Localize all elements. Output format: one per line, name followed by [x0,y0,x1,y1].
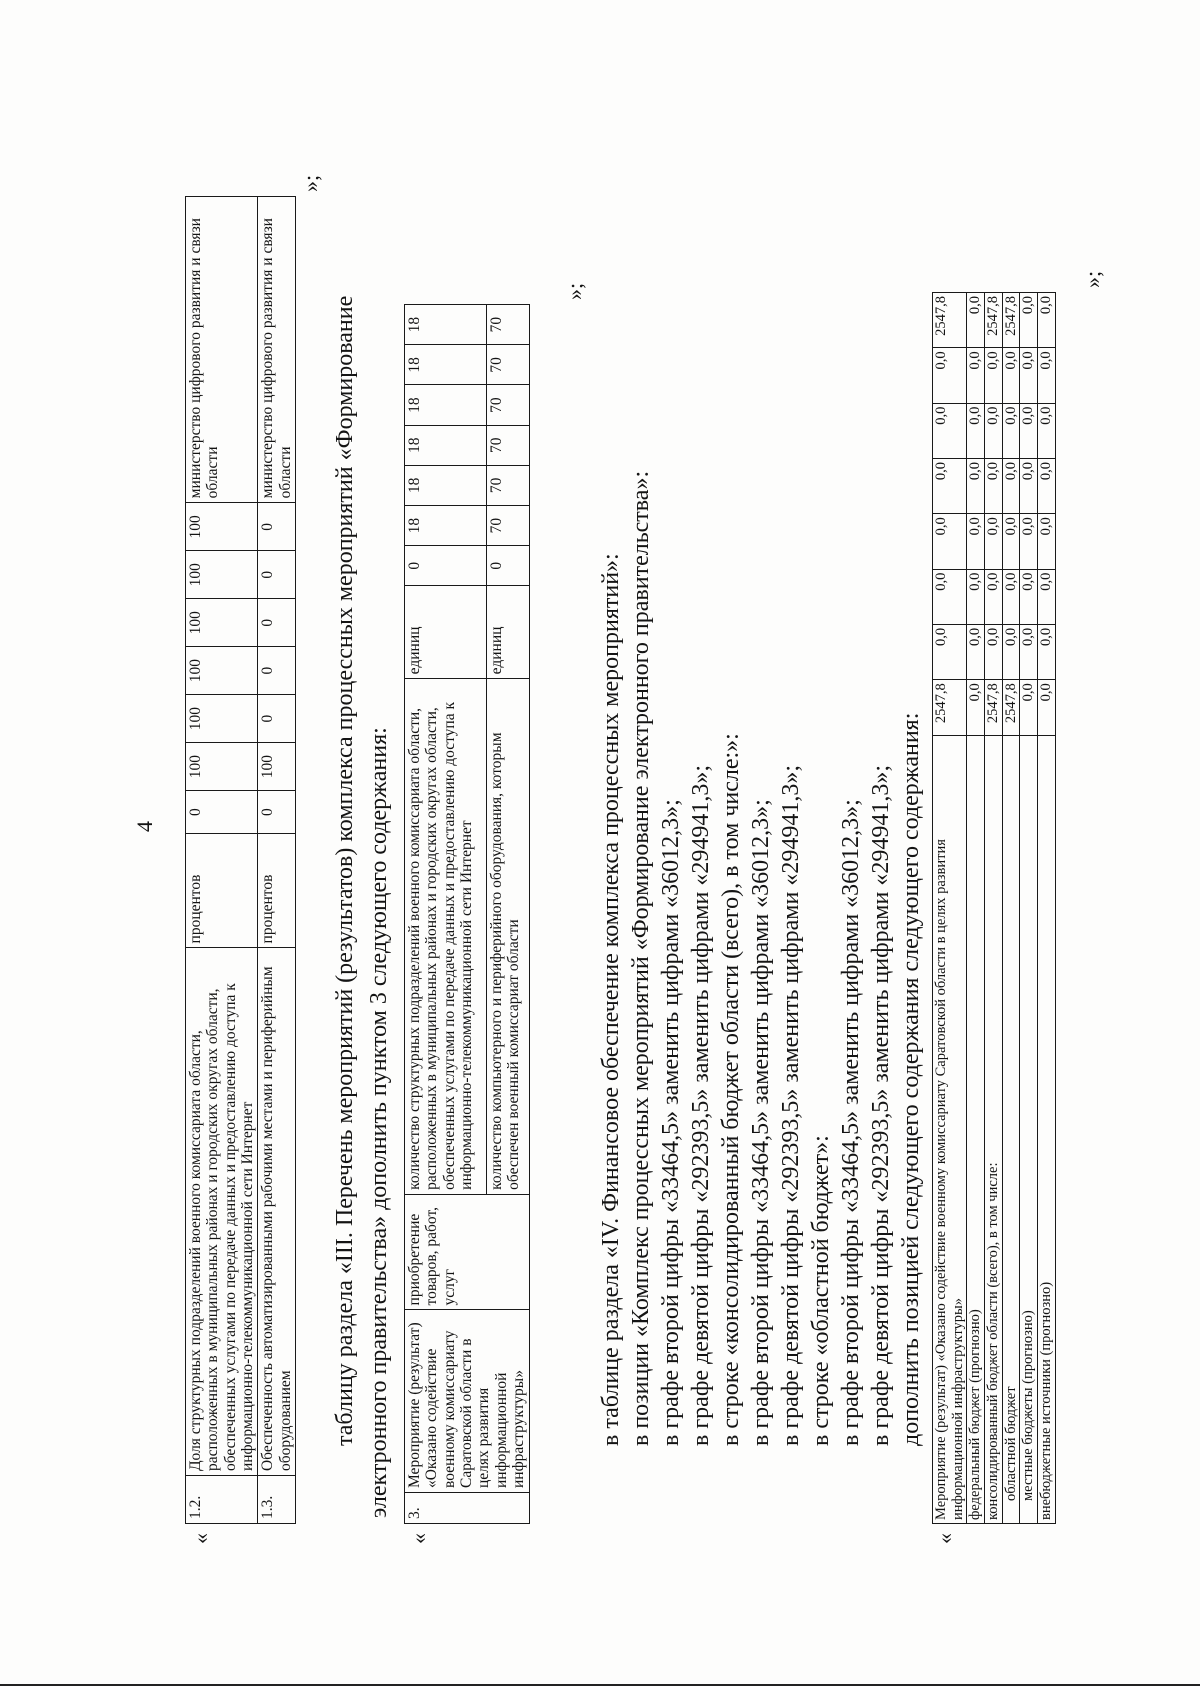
value-cell: 0,0 [1038,514,1056,569]
instruction-line: в таблице раздела «IV. Финансовое обеспечение комплекса процессных мероприятий»: [598,553,624,1446]
row-number: 1.3. [258,1476,296,1524]
instruction-line: в строке «консолидированный бюджет области (всего), в том числе:»: [718,733,744,1446]
value-cell: 0,0 [1020,403,1038,458]
value-cell: 0,0 [1038,624,1056,679]
value-cell: 0,0 [1038,680,1056,735]
value-cell: 0,0 [985,348,1003,403]
value-cell: 0,0 [933,569,967,624]
value-cell: 0 [186,791,258,834]
value-cell: 0,0 [985,514,1003,569]
value-cell: 100 [186,551,258,599]
section3-line1: таблицу раздела «III. Перечень мероприятий (результатов) комплекса процессных мероприятий «Формирование [332,295,358,1446]
value-cell: 2547,8 [1002,293,1020,348]
value-cell: 0,0 [985,569,1003,624]
event-type: приобретение товаров, работ, услуг [405,1194,530,1310]
row-number: 1.2. [186,1476,258,1524]
value-cell: 0,0 [985,624,1003,679]
value-cell: 0,0 [1002,403,1020,458]
value-cell: 70 [486,425,529,465]
events-table [404,304,530,1524]
value-cell: 70 [486,385,529,425]
table-row [933,293,967,1524]
finance-row-label: местные бюджеты (прогнозно) [1020,735,1038,1523]
value-cell: 0 [258,599,296,647]
table2-close-quote: »; [562,282,587,300]
value-cell: 100 [186,503,258,551]
value-cell: 100 [186,695,258,743]
indicator-name: Обеспеченность автоматизированными рабочими местами и периферийным оборудованием [258,948,296,1476]
value-cell: 0 [258,695,296,743]
value-cell: 0 [258,503,296,551]
unit: процентов [258,834,296,948]
table2-open-quote: « [406,1533,431,1544]
table3-open-quote: « [932,1533,957,1544]
value-cell: 2547,8 [985,680,1003,735]
value-cell: 18 [405,465,487,505]
table-row [967,293,985,1524]
table-row [1002,293,1020,1524]
value-cell: 0,0 [933,458,967,513]
responsible: министерство цифрового развития и связи области [258,197,296,503]
indicator-name: Доля структурных подразделений военного комиссариата области, расположенных в муниципальных районах и городских округах области, обеспеченных услугами по передаче данных и предоставлению доступа к информационно-телекоммуникационной сети Интернет [186,948,258,1476]
instruction-line: в позиции «Комплекс процессных мероприятий «Формирование электронного правительства»: [628,470,654,1446]
value-cell: 18 [405,425,487,465]
instruction-line: в графе второй цифры «33464,5» заменить цифрами «36012,3»; [658,799,684,1446]
value-cell: 100 [258,743,296,791]
value-cell: 0 [258,647,296,695]
value-cell: 0,0 [1002,569,1020,624]
value-cell: 100 [186,743,258,791]
value-cell: 0,0 [967,293,985,348]
value-cell: 0,0 [1020,680,1038,735]
value-cell: 0,0 [967,569,985,624]
instruction-line: в графе девятой цифры «292393,5» заменить цифрами «294941,3»; [778,764,804,1446]
table-row [405,305,487,1524]
value-cell: 70 [486,305,529,345]
value-cell: 0,0 [933,348,967,403]
section3-line2: электронного правительства» дополнить пунктом 3 следующего содержания: [366,727,392,1518]
value-cell: 0,0 [1020,624,1038,679]
value-cell: 0 [405,546,487,586]
value-cell: 0,0 [1038,458,1056,513]
responsible: министерство цифрового развития и связи области [186,197,258,503]
value-cell: 18 [405,506,487,546]
value-cell: 0,0 [967,458,985,513]
value-cell: 0,0 [1002,624,1020,679]
instruction-line: дополнить позицией следующего содержания следующего содержания: [898,712,924,1446]
value-cell: 70 [486,465,529,505]
value-cell: 70 [486,506,529,546]
finance-row-label: консолидированный бюджет области (всего), в том числе: [985,735,1003,1523]
value-cell: 0,0 [985,458,1003,513]
table-row [1020,293,1038,1524]
page-number: 4 [132,821,157,832]
finance-row-label: внебюджетные источники (прогнозно) [1038,735,1056,1523]
instruction-line: в графе второй цифры «33464,5» заменить цифрами «36012,3»; [838,799,864,1446]
value-cell: 0,0 [967,624,985,679]
value-cell: 0,0 [1002,514,1020,569]
finance-table [932,292,1056,1524]
value-cell: 0,0 [933,403,967,458]
value-cell: 0,0 [1038,293,1056,348]
value-cell: 0,0 [967,514,985,569]
value-cell: 18 [405,305,487,345]
value-cell: 2547,8 [933,293,967,348]
table-row [985,293,1003,1524]
value-cell: 2547,8 [933,680,967,735]
value-cell: 0,0 [1038,403,1056,458]
value-cell: 0,0 [933,624,967,679]
value-cell: 0,0 [1038,569,1056,624]
value-cell: 0,0 [1002,348,1020,403]
value-cell: 2547,8 [985,293,1003,348]
indicator-table [185,196,296,1524]
unit: единиц [405,586,487,679]
event-name: Мероприятие (результат) «Оказано содействие военному комиссариату Саратовской области в целях развития информационной инфраструктуры» [405,1310,530,1493]
instruction-line: в графе девятой цифры «292393,5» заменить цифрами «294941,3»; [688,764,714,1446]
instruction-line: в графе второй цифры «33464,5» заменить цифрами «36012,3»; [748,799,774,1446]
value-cell: 100 [186,647,258,695]
value-cell: 0,0 [1020,458,1038,513]
result-characteristic: количество структурных подразделений военного комиссариата области, расположенных в муниципальных районах и городских округах области, обеспеченных услугами по передаче данных и предоставлению доступа к информационно-телекоммуникационной сети Интернет [405,679,487,1195]
value-cell: 0,0 [985,403,1003,458]
value-cell: 0,0 [1020,569,1038,624]
table3-close-quote: »; [1080,270,1105,288]
value-cell: 0,0 [933,514,967,569]
value-cell: 70 [486,345,529,385]
value-cell: 0 [258,551,296,599]
instruction-line: в строке «областной бюджет»: [808,1135,834,1446]
instruction-line: в графе девятой цифры «292393,5» заменить цифрами «294941,3»; [868,764,894,1446]
value-cell: 0 [258,791,296,834]
table1-close-quote: »; [298,174,323,192]
finance-row-label: областной бюджет [1002,735,1020,1523]
value-cell: 0,0 [1020,514,1038,569]
table-row [258,197,296,1524]
value-cell: 0,0 [1020,293,1038,348]
result-characteristic: количество компьютерного и периферийного оборудования, которым обеспечен военный комиссариат области [486,679,529,1195]
value-cell: 2547,8 [1002,680,1020,735]
table1-open-quote: « [188,1533,213,1544]
table-row [1038,293,1056,1524]
unit: процентов [186,834,258,948]
value-cell: 0,0 [1020,348,1038,403]
value-cell: 18 [405,385,487,425]
finance-row-label: федеральный бюджет (прогнозно) [967,735,985,1523]
value-cell: 0,0 [1038,348,1056,403]
value-cell: 0,0 [967,403,985,458]
value-cell: 0,0 [967,348,985,403]
row-number: 3. [405,1493,530,1524]
value-cell: 0,0 [967,680,985,735]
value-cell: 0 [486,546,529,586]
value-cell: 18 [405,345,487,385]
value-cell: 100 [186,599,258,647]
table-row [186,197,258,1524]
unit: единиц [486,586,529,679]
value-cell: 0,0 [1002,458,1020,513]
finance-row-label: Мероприятие (результат) «Оказано содействие военному комиссариату Саратовской области в целях развития информационной инфраструктуры» [933,735,967,1523]
